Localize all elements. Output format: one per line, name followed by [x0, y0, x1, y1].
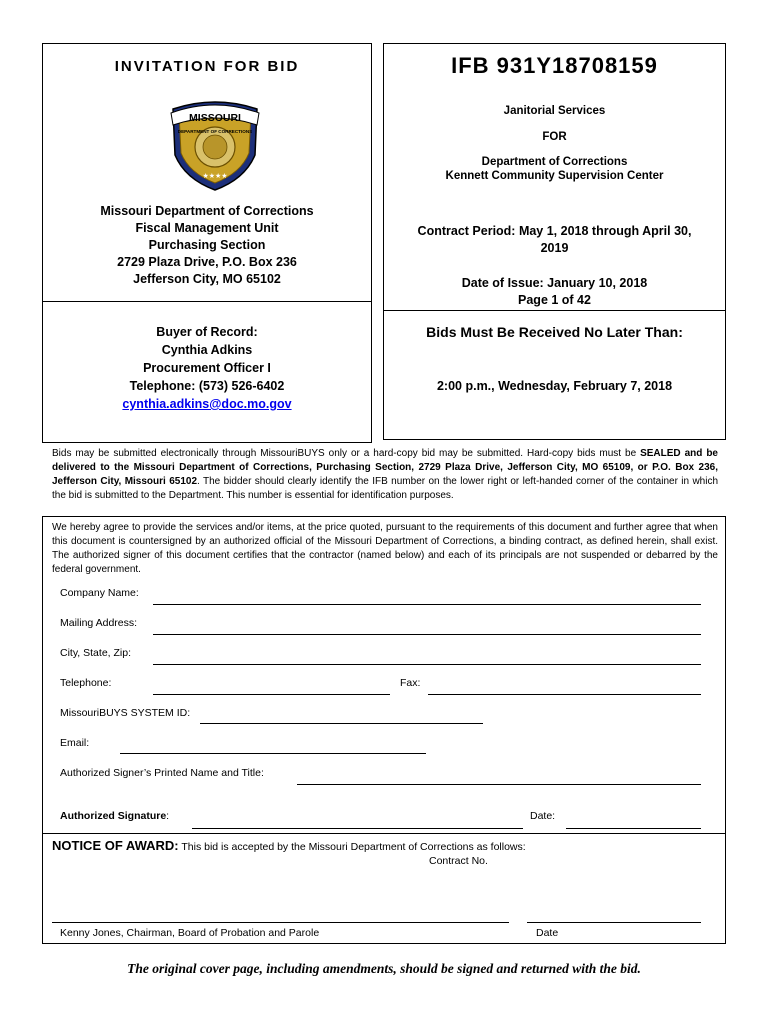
award-date-label: Date — [536, 927, 559, 939]
award-signer-name: Kenny Jones, Chairman, Board of Probation and Parole — [60, 927, 320, 939]
instructions-bold: SEALED and be delivered to the Missouri Department of Corrections, Purchasing Section, 2729 Plaza Drive, Jefferson City, MO 65109, or P.O. Box 236, Jefferson City, Missouri 65102 — [52, 448, 718, 487]
logo-arc-text: DEPARTMENT OF CORRECTIONS — [177, 129, 253, 134]
award-heading-colon: : — [174, 838, 179, 853]
award-heading-line — [52, 838, 718, 853]
company-name-label: Company Name: — [60, 587, 139, 599]
service-name: Janitorial Services — [503, 105, 606, 117]
instructions-part-3: . The bidder should clearly identify the IFB number on the lower right or left-handed corner of the container in which the bid is submitted to the Department. This number is essential for identification purposes. — [52, 476, 719, 501]
email-label: Email: — [60, 737, 90, 749]
buyer-of-record — [42, 323, 372, 413]
buyer-title: Procurement Officer I — [143, 361, 271, 375]
telephone-field[interactable] — [153, 694, 390, 695]
issue-info — [383, 275, 726, 309]
address-line-3: Purchasing Section — [148, 238, 266, 252]
contract-period-line-2: 2019 — [540, 241, 569, 255]
address-line-2: Fiscal Management Unit — [135, 221, 279, 235]
for-text: FOR — [542, 131, 567, 143]
deadline-heading: Bids Must Be Received No Later Than: — [426, 324, 683, 340]
authorized-signature-text: Authorized Signature — [60, 810, 167, 822]
missouribuys-id-field[interactable] — [200, 723, 483, 724]
award-date-line[interactable] — [527, 922, 701, 923]
email-field[interactable] — [120, 753, 426, 754]
address-line-5: Jefferson City, MO 65102 — [133, 272, 281, 286]
city-state-zip-label: City, State, Zip: — [60, 647, 131, 659]
agreement-text: We hereby agree to provide the services and/or items, at the price quoted, pursuant to the requirements of this document and further agree that when this document is countersigned by an authorized official of the Missouri Department of Corrections, a binding contract, as defined herein, shall exist. The authorized signer of this document certifies that the contractor (named below) and each of its principals are not suspended or debarred by the federal government. — [52, 522, 718, 575]
authorized-signature-field[interactable] — [192, 828, 523, 829]
solicitation-info — [383, 104, 726, 183]
award-heading: NOTICE OF AWARD — [52, 838, 175, 853]
center-name: Kennett Community Supervision Center — [445, 170, 664, 182]
fax-field[interactable] — [428, 694, 701, 695]
contract-number-label: Contract No. — [429, 855, 488, 867]
logo-title-text: MISSOURI — [189, 112, 241, 124]
telephone-label: Telephone: — [60, 677, 112, 689]
badge-icon — [165, 95, 265, 191]
signer-name-title-label: Authorized Signer’s Printed Name and Title: — [60, 767, 264, 779]
buyer-phone: Telephone: (573) 526-6402 — [129, 379, 285, 393]
company-name-field[interactable] — [153, 604, 701, 605]
address-line-4: 2729 Plaza Drive, P.O. Box 236 — [117, 255, 297, 269]
signature-date-field[interactable] — [566, 828, 701, 829]
submission-instructions — [52, 447, 718, 503]
deadline-time: 2:00 p.m., Wednesday, February 7, 2018 — [436, 379, 673, 393]
issue-date: Date of Issue: January 10, 2018 — [461, 276, 648, 290]
instructions-part-1: Bids may be submitted electronically through MissouriBUYS only or a hard-copy bid may be submitted. Hard-copy bids must be — [52, 448, 641, 459]
ifb-number: IFB 931Y18708159 — [451, 53, 658, 78]
page-number: Page 1 of 42 — [518, 293, 591, 307]
buyer-label: Buyer of Record: — [156, 325, 258, 339]
authorized-signature-colon: : — [166, 810, 170, 822]
missouribuys-id-label: MissouriBUYS SYSTEM ID: — [60, 707, 191, 719]
signer-name-title-field[interactable] — [297, 784, 701, 785]
mailing-address-label: Mailing Address: — [60, 617, 138, 629]
svg-text:★★★★: ★★★★ — [202, 172, 228, 180]
buyer-name: Cynthia Adkins — [161, 343, 253, 357]
award-text: This bid is accepted by the Missouri Department of Corrections as follows: — [178, 841, 526, 853]
fax-label: Fax: — [400, 677, 421, 689]
contract-period-line-1: Contract Period: May 1, 2018 through April 30, — [417, 224, 692, 238]
award-signer-line[interactable] — [52, 922, 509, 923]
address-line-1: Missouri Department of Corrections — [100, 204, 314, 218]
city-state-zip-field[interactable] — [153, 664, 701, 665]
right-divider — [383, 310, 726, 311]
invitation-title: INVITATION FOR BID — [114, 58, 300, 75]
missouri-doc-seal-logo — [165, 95, 265, 191]
buyer-email-link[interactable]: cynthia.adkins@doc.mo.gov — [122, 397, 292, 411]
agency-address — [42, 203, 372, 288]
mailing-address-field[interactable] — [153, 634, 701, 635]
contract-period — [383, 223, 726, 257]
footer-note: The original cover page, including amendments, should be signed and returned with the bid. — [127, 961, 641, 976]
department-name: Department of Corrections — [481, 156, 628, 168]
authorized-signature-label — [60, 810, 169, 822]
signature-date-label: Date: — [530, 810, 556, 822]
